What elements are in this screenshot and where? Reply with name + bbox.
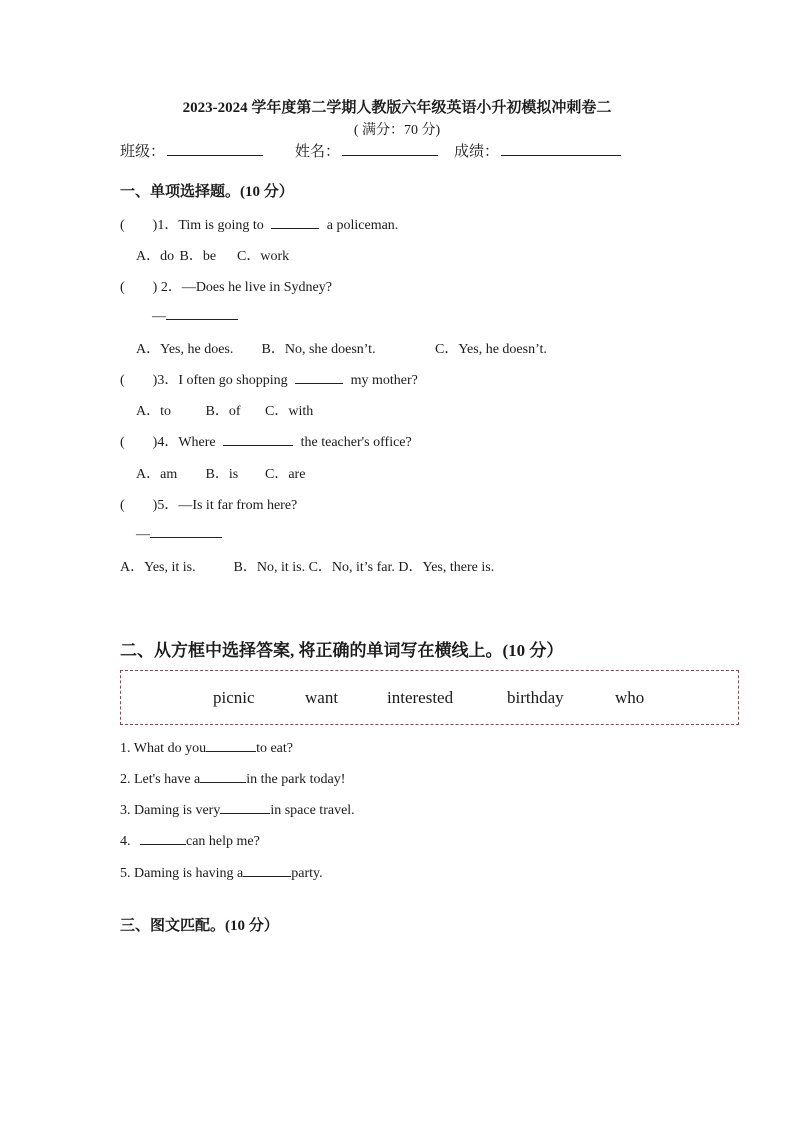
q2-option-a: A．Yes, he does. [136, 342, 234, 357]
q2-answer-line [152, 306, 238, 325]
q4-options [136, 463, 305, 483]
q1-option-b: B．be [179, 249, 217, 264]
s3-after: in space travel. [270, 803, 355, 818]
word-bank-item: want [305, 688, 339, 707]
s1-before: 1. What do you [120, 741, 207, 756]
q4-text: ( )4．Where [120, 435, 216, 450]
word-bank-item: who [615, 688, 645, 707]
s3-before: 3. Daming is very [120, 803, 221, 818]
q3-option-b: B．of [205, 404, 241, 419]
q5-options [120, 556, 494, 576]
question-2: ( ) 2．—Does he live in Sydney? [120, 280, 332, 295]
s2-before: 2. Let's have a [120, 772, 201, 787]
q5-option-rest: B．No, it is. C．No, it’s far. D．Yes, there is. [233, 560, 495, 575]
q3-blank[interactable] [295, 370, 343, 384]
q3-option-a: A．to [136, 404, 171, 419]
q2-blank[interactable] [166, 306, 238, 320]
fill-sentence-3 [120, 800, 355, 819]
s2-after: in the park today! [246, 772, 346, 787]
q3-text-after: my mother? [350, 373, 418, 388]
q1-option-c: C．work [237, 249, 290, 264]
q3-options [136, 400, 313, 420]
name-label: 姓名： [295, 144, 341, 160]
q4-blank[interactable] [223, 432, 293, 446]
q3-option-c: C．with [265, 404, 314, 419]
s5-after: party. [291, 866, 323, 881]
question-5: ( )5．—Is it far from here? [120, 498, 298, 513]
q2-dash: — [152, 309, 166, 324]
q1-blank[interactable] [271, 215, 319, 229]
word-bank-item: picnic [213, 688, 255, 707]
score-label: 成绩： [454, 144, 500, 160]
section1-heading: 一、单项选择题。(10 分） [120, 184, 294, 200]
fill-sentence-1 [120, 738, 293, 757]
q1-option-a: A．do [136, 249, 175, 264]
s1-blank[interactable] [206, 738, 256, 752]
question-3 [120, 369, 418, 389]
fill-sentence-2 [120, 769, 345, 788]
q1-text: ( )1．Tim is going to [120, 218, 264, 233]
section3-heading: 三、图文匹配。(10 分） [120, 918, 279, 934]
question-4 [120, 431, 412, 451]
s3-blank[interactable] [220, 800, 270, 814]
word-bank-box [120, 670, 739, 725]
q4-option-c: C．are [265, 467, 306, 482]
word-bank-item: interested [387, 688, 454, 707]
class-field[interactable] [167, 140, 263, 156]
fill-sentence-4 [120, 831, 260, 850]
s4-before: 4. [120, 834, 134, 849]
q4-option-b: B．is [205, 467, 239, 482]
q5-blank[interactable] [150, 524, 222, 538]
fill-sentence-5 [120, 863, 323, 882]
q5-dash: — [136, 527, 150, 542]
q4-text-after: the teacher's office? [300, 435, 412, 450]
s4-blank[interactable] [140, 831, 186, 845]
class-label: 班级： [120, 144, 166, 160]
q2-option-c: C．Yes, he doesn’t. [435, 342, 547, 357]
student-info-row [120, 140, 621, 161]
q1-text-after: a policeman. [326, 218, 399, 233]
q4-option-a: A．am [136, 467, 178, 482]
name-field[interactable] [342, 140, 438, 156]
s5-before: 5. Daming is having a [120, 866, 244, 881]
full-score-note: ( 满分：70 分) [353, 123, 441, 138]
s4-after: can help me? [186, 834, 260, 849]
s5-blank[interactable] [243, 863, 291, 877]
section2-heading: 二、从方框中选择答案, 将正确的单词写在横线上。(10 分） [120, 641, 564, 660]
q2-option-b: B．No, she doesn’t. [261, 342, 376, 357]
q1-options [136, 245, 289, 265]
q5-option-a: A．Yes, it is. [120, 560, 196, 575]
q2-options [136, 338, 547, 358]
s1-after: to eat? [256, 741, 293, 756]
question-1 [120, 214, 398, 234]
page-title: 2023-2024 学年度第二学期人教版六年级英语小升初模拟冲刺卷二 [182, 100, 612, 116]
s2-blank[interactable] [200, 769, 246, 783]
word-bank-item: birthday [507, 688, 564, 707]
score-field[interactable] [501, 140, 621, 156]
q3-text: ( )3．I often go shopping [120, 373, 288, 388]
q5-answer-line [136, 524, 222, 543]
